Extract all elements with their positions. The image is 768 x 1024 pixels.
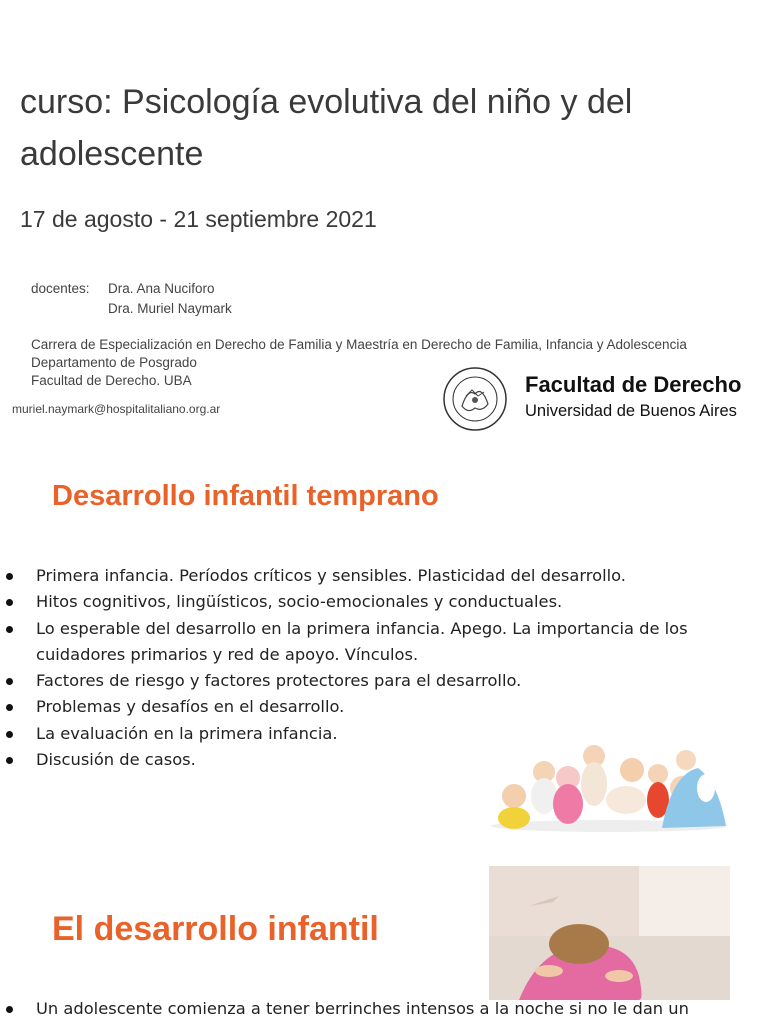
bullet-icon: [6, 626, 13, 633]
list-item: Primera infancia. Períodos críticos y sensibles. Plasticidad del desarrollo.: [0, 563, 762, 589]
institution-line: Departamento de Posgrado: [31, 355, 197, 370]
teacher-name: Dra. Muriel Naymark: [108, 301, 232, 316]
bullet-icon: [6, 731, 13, 738]
contact-email[interactable]: muriel.naymark@hospitalitaliano.org.ar: [12, 402, 221, 416]
list-item: Hitos cognitivos, lingüísticos, socio-emocionales y conductuales.: [0, 589, 762, 615]
bullet-icon: [6, 599, 13, 606]
babies-photo: [486, 738, 732, 834]
teachers-label: docentes:: [31, 281, 90, 296]
section-title: Desarrollo infantil temprano: [52, 480, 439, 512]
section-title: El desarrollo infantil: [52, 910, 379, 948]
bullet-icon: [6, 757, 13, 764]
child-tantrum-photo: [489, 866, 730, 1000]
case-list: [0, 996, 762, 1022]
bullet-icon: [6, 678, 13, 685]
list-item: La evaluación en la primera infancia.: [0, 721, 762, 747]
bullet-icon: [6, 1006, 13, 1013]
list-item: Un adolescente comienza a tener berrinches intensos a la noche si no le dan un: [0, 996, 762, 1022]
list-item: Factores de riesgo y factores protectores para el desarrollo.: [0, 668, 762, 694]
list-item: Problemas y desafíos en el desarrollo.: [0, 694, 762, 720]
teacher-name: Dra. Ana Nuciforo: [108, 281, 215, 296]
bullet-icon: [6, 704, 13, 711]
institution-line: Facultad de Derecho. UBA: [31, 373, 192, 388]
university-seal-icon: [442, 366, 508, 432]
list-item: Lo esperable del desarrollo en la primera infancia. Apego. La importancia de los cuidadores primarios y red de apoyo. Vínculos.: [0, 616, 762, 669]
institution-line: Carrera de Especialización en Derecho de Familia y Maestría en Derecho de Familia, Infancia y Adolescencia: [31, 337, 687, 352]
course-title: curso: Psicología evolutiva del niño y del adolescente: [20, 83, 633, 173]
logo-subtitle: Universidad de Buenos Aires: [525, 402, 737, 420]
list-item: Discusión de casos.: [0, 747, 762, 773]
logo-title: Facultad de Derecho: [525, 372, 742, 397]
course-dates: 17 de agosto - 21 septiembre 2021: [20, 206, 377, 232]
bullet-icon: [6, 573, 13, 580]
